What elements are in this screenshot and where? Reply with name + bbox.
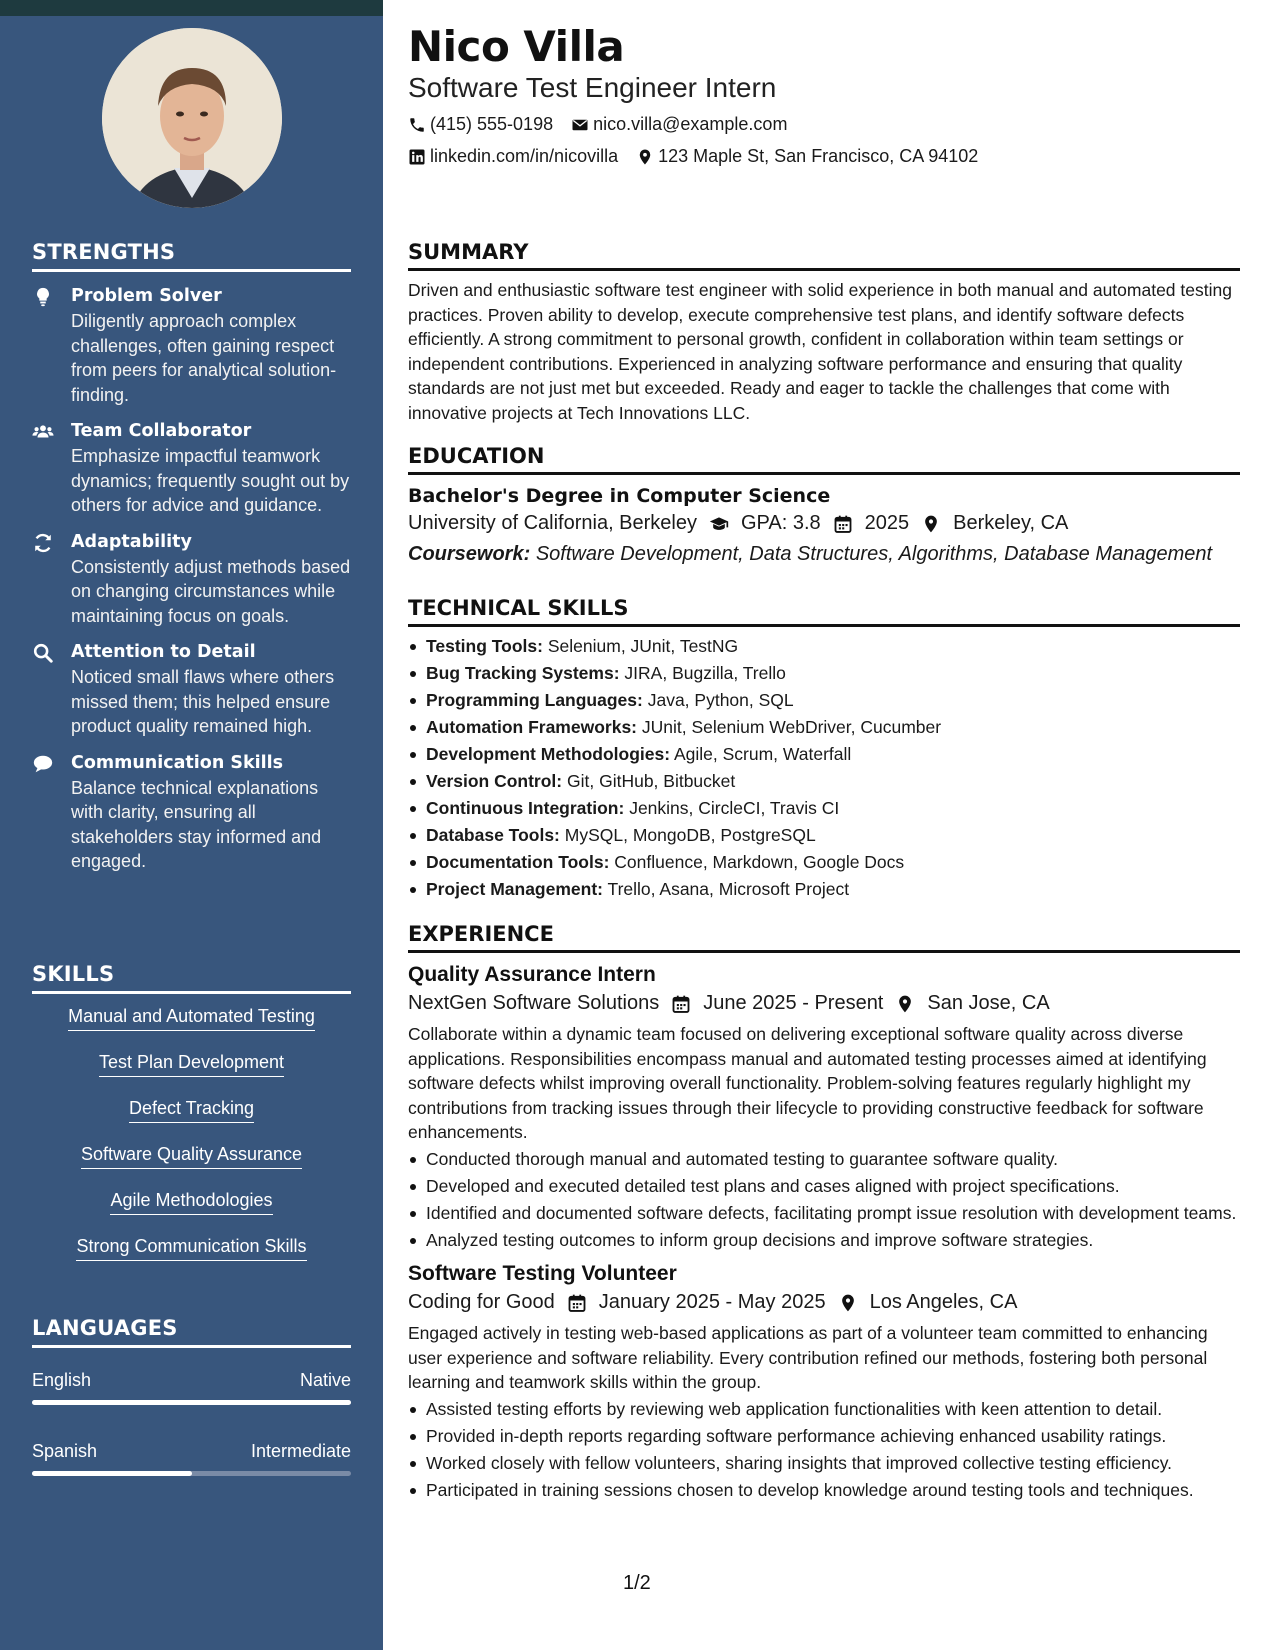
comment-icon [32, 753, 54, 775]
languages-section [32, 1316, 351, 1510]
language-bar [32, 1471, 351, 1476]
job-entry-title: Software Testing Volunteer [408, 1262, 677, 1285]
strength-item [32, 530, 351, 629]
skill-item: Strong Communication Skills [76, 1234, 306, 1261]
skills-heading: SKILLS [32, 962, 351, 994]
education-location: Berkeley, CA [953, 512, 1069, 534]
language-level: Intermediate [250, 1441, 351, 1461]
page-number: 1/2 [623, 1572, 651, 1594]
experience-section [408, 922, 1240, 1505]
list-item: Programming Languages: Java, Python, SQL [408, 688, 1240, 713]
skill-item: Software Quality Assurance [81, 1142, 302, 1169]
language-bar-fill [32, 1400, 351, 1405]
coursework [408, 543, 1240, 566]
calendar-icon [671, 994, 691, 1014]
school-name: University of California, Berkeley [408, 512, 697, 534]
strength-item [32, 640, 351, 739]
job-entry-title: Quality Assurance Intern [408, 963, 656, 986]
lightbulb-icon [32, 286, 54, 308]
location-pin-icon [921, 514, 941, 534]
sidebar-top-bar [0, 0, 383, 16]
strength-desc: Noticed small flaws where others missed them; this helped ensure product quality remained high. [71, 667, 335, 736]
strength-title: Communication Skills [71, 752, 284, 773]
skills-list [32, 1004, 351, 1280]
sidebar [0, 0, 383, 1650]
strength-item [32, 751, 351, 874]
education-meta [408, 512, 1240, 535]
list-item: Automation Frameworks: JUnit, Selenium WebDriver, Cucumber [408, 715, 1240, 740]
list-item: Documentation Tools: Confluence, Markdown, Google Docs [408, 850, 1240, 875]
list-item: Conducted thorough manual and automated testing to guarantee software quality. [408, 1147, 1240, 1172]
coursework-label: Coursework: [408, 543, 531, 565]
experience-heading: EXPERIENCE [408, 922, 1240, 953]
strength-desc: Diligently approach complex challenges, often gaining respect from peers for analytical solution-finding. [71, 311, 337, 405]
envelope-icon [571, 116, 589, 134]
job-meta [408, 992, 1240, 1015]
job-location: Los Angeles, CA [869, 1291, 1018, 1313]
job-location: San Jose, CA [927, 992, 1050, 1014]
strengths-heading: STRENGTHS [32, 240, 351, 272]
list-item: Developed and executed detailed test plans and cases aligned with project specifications. [408, 1174, 1240, 1199]
location-pin-icon [636, 148, 654, 166]
language-bar-fill [32, 1471, 192, 1476]
skill-item: Test Plan Development [99, 1050, 284, 1077]
list-item: Development Methodologies: Agile, Scrum, Waterfall [408, 742, 1240, 767]
strength-title: Team Collaborator [71, 421, 252, 441]
job-meta [408, 1291, 1240, 1314]
languages-heading: LANGUAGES [32, 1316, 351, 1348]
language-bar [32, 1400, 351, 1405]
strength-title: Adaptability [71, 531, 192, 552]
list-item: Provided in-depth reports regarding software performance achieving enhanced usability ratings. [408, 1424, 1240, 1449]
linkedin-icon [408, 148, 426, 166]
strength-desc: Emphasize impactful teamwork dynamics; frequently sought out by others for advice and guidance. [71, 446, 350, 515]
strength-item [32, 419, 351, 518]
list-item: Participated in training sessions chosen to develop knowledge around testing tools and techniques. [408, 1478, 1240, 1503]
candidate-name: Nico Villa [408, 22, 625, 71]
avatar-portrait [102, 28, 282, 208]
job-entry [408, 963, 1240, 1252]
list-item: Version Control: Git, GitHub, Bitbucket [408, 769, 1240, 794]
language-item [32, 1368, 351, 1405]
list-item: Identified and documented software defects, facilitating prompt issue resolution with development teams. [408, 1201, 1240, 1226]
skill-item: Defect Tracking [129, 1096, 254, 1123]
summary-text: Driven and enthusiastic software test engineer with solid experience in both manual and automated testing practices. Proven ability to develop, execute comprehensive test plans, and identify software defects efficiently. A strong commitment to personal growth, confident in collaboration within team settings or independent contributions. Experienced in analyzing software performance and ensuring that quality standards are not just met but exceeded. Ready and eager to tackle the challenges that come with innovative projects at Tech Innovations LLC. [408, 280, 1232, 423]
list-item: Bug Tracking Systems: JIRA, Bugzilla, Trello [408, 661, 1240, 686]
list-item: Worked closely with fellow volunteers, sharing insights that improved collective testing efficiency. [408, 1451, 1240, 1476]
coursework-list: Software Development, Data Structures, Algorithms, Database Management [535, 543, 1213, 565]
contact-address: 123 Maple St, San Francisco, CA 94102 [636, 146, 978, 167]
education-heading: EDUCATION [408, 444, 1240, 475]
skills-section [32, 962, 351, 1280]
list-item: Testing Tools: Selenium, JUnit, TestNG [408, 634, 1240, 659]
users-icon [32, 421, 54, 443]
location-pin-icon [838, 1293, 858, 1313]
skill-item: Agile Methodologies [110, 1188, 272, 1215]
job-dates: January 2025 - May 2025 [598, 1291, 826, 1313]
list-item: Database Tools: MySQL, MongoDB, PostgreSQL [408, 823, 1240, 848]
company-name: NextGen Software Solutions [408, 992, 660, 1014]
technical-skills-list [408, 634, 1240, 902]
contact-phone: (415) 555-0198 [408, 114, 553, 135]
summary-section [408, 240, 1240, 425]
strength-title: Problem Solver [71, 286, 222, 306]
graduation-year: 2025 [864, 512, 910, 534]
language-item [32, 1439, 351, 1476]
search-icon [32, 642, 54, 664]
list-item: Project Management: Trello, Asana, Microsoft Project [408, 877, 1240, 902]
skill-item: Manual and Automated Testing [68, 1004, 315, 1031]
job-title: Software Test Engineer Intern [408, 72, 777, 103]
list-item: Analyzed testing outcomes to inform group decisions and improve software strategies. [408, 1228, 1240, 1253]
graduation-cap-icon [709, 514, 729, 534]
company-name: Coding for Good [408, 1291, 555, 1313]
language-name: Spanish [32, 1441, 98, 1461]
avatar [102, 28, 282, 208]
job-entry [408, 1262, 1240, 1502]
strengths-section [32, 240, 351, 874]
language-name: English [32, 1370, 92, 1390]
contact-linkedin[interactable]: linkedin.com/in/nicovilla [408, 146, 618, 167]
job-description: Engaged actively in testing web-based applications as part of a volunteer team committed to enhancing user experience and software reliability. Every contribution refined our methods, fostering both personal learning and teamwork skills within the group. [408, 1323, 1208, 1392]
contact-row [408, 146, 996, 167]
gpa: GPA: 3.8 [741, 512, 821, 534]
job-description: Collaborate within a dynamic team focused on delivering exceptional software quality across diverse applications. Responsibilities encompass manual and automated testing processes aimed at identifying software defects whilst improving overall functionality. Problem-solving features regularly highlight my contributions from tracking issues through their lifecycle to providing constructive feedback for software enhancements. [408, 1024, 1207, 1142]
phone-icon [408, 116, 426, 134]
contact-email[interactable]: nico.villa@example.com [571, 114, 787, 135]
education-section [408, 444, 1240, 566]
language-level: Native [299, 1370, 351, 1390]
strength-title: Attention to Detail [71, 642, 256, 662]
location-pin-icon [895, 994, 915, 1014]
summary-heading: SUMMARY [408, 240, 1240, 271]
degree-title: Bachelor's Degree in Computer Science [408, 485, 831, 507]
technical-skills-heading: TECHNICAL SKILLS [408, 596, 1240, 627]
job-dates: June 2025 - Present [703, 992, 884, 1014]
list-item: Assisted testing efforts by reviewing web application functionalities with keen attention to detail. [408, 1397, 1240, 1422]
strength-item [32, 284, 351, 407]
strength-desc: Balance technical explanations with clarity, ensuring all stakeholders stay informed and engaged. [71, 777, 322, 871]
calendar-icon [567, 1293, 587, 1313]
calendar-icon [833, 514, 853, 534]
strength-desc: Consistently adjust methods based on changing circumstances while maintaining focus on goals. [71, 556, 351, 626]
sync-icon [32, 532, 54, 554]
job-bullets [408, 1397, 1240, 1503]
job-bullets [408, 1147, 1240, 1253]
technical-skills-section [408, 596, 1240, 904]
list-item: Continuous Integration: Jenkins, CircleCI, Travis CI [408, 796, 1240, 821]
contact-row [408, 114, 805, 135]
